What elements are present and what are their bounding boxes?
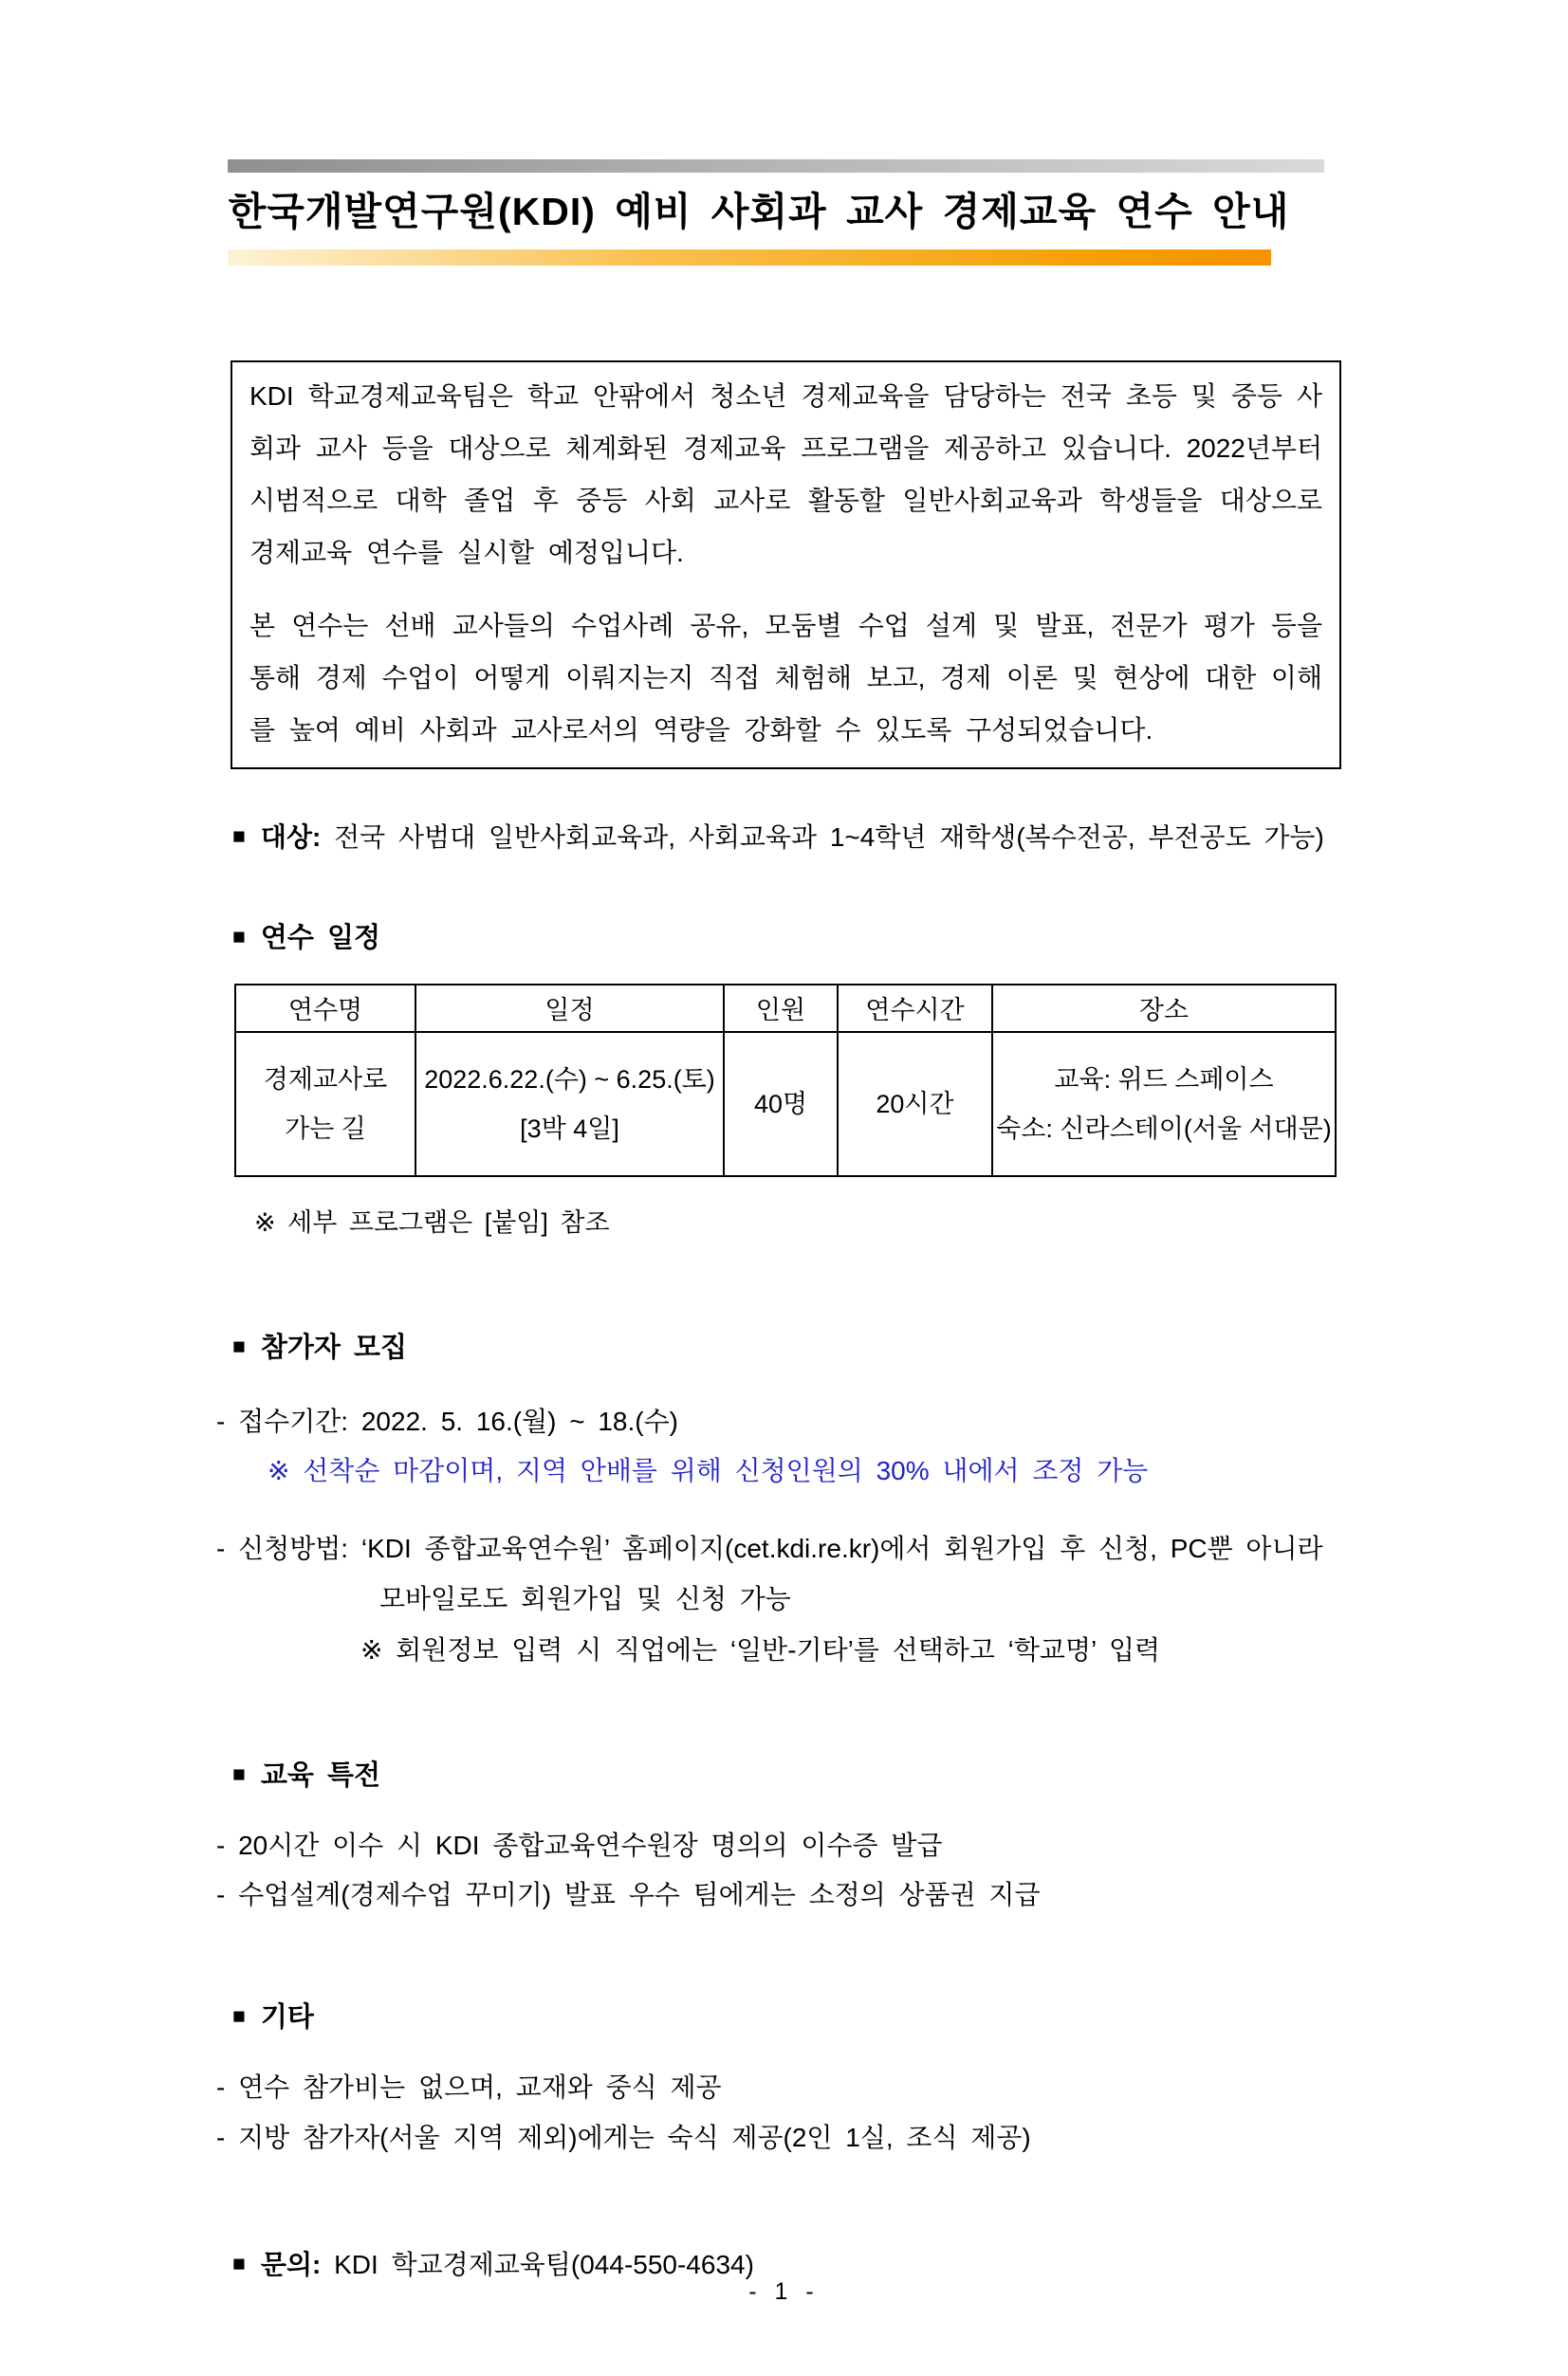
header-orange-bar [228, 249, 1271, 266]
cell-place [992, 1032, 1336, 1176]
etc-heading [232, 1996, 1568, 2035]
col-header-hours: 연수시간 [838, 985, 992, 1032]
square-bullet-icon: ■ [232, 1333, 246, 1358]
page-number: - 1 - [748, 2278, 820, 2305]
cell-hours: 20시간 [838, 1032, 992, 1176]
date-line2: [3박 4일] [520, 1114, 619, 1143]
benefits-heading [232, 1754, 1568, 1793]
header-gray-bar [228, 159, 1324, 173]
recruit-heading [232, 1326, 1568, 1365]
recruit-method-line2: 모바일로도 회원가입 및 신청 가능 [379, 1583, 791, 1613]
col-header-place: 장소 [992, 985, 1336, 1032]
intro-box [231, 360, 1341, 769]
place-line1: 교육: 위드 스페이스 [1054, 1064, 1274, 1094]
benefit-item: - 20시간 이수 시 KDI 종합교육연수원장 명의의 이수증 발급 [216, 1830, 943, 1860]
etc-heading-label: 기타 [260, 2002, 314, 2034]
schedule-table-header-row [235, 985, 1336, 1032]
target-text: 전국 사범대 일반사회교육과, 사회교육과 1~4학년 재학생(복수전공, 부전공도 가능) [334, 822, 1324, 853]
schedule-note: ※ 세부 프로그램은 [붙임] 참조 [254, 1207, 610, 1237]
intro-paragraph-2: 본 연수는 선배 교사들의 수업사례 공유, 모둠별 수업 설계 및 발표, 전문가 평가 등을 통해 경제 수업이 어떻게 이뤄지는지 직접 체험해 보고, 경제 이론 및 현상에 대한 이해를 높여 예비 사회과 교사로서의 역량을 강화할 수 있도록 구성되었습니다. [249, 611, 1322, 746]
place-line2: 숙소: 신라스테이(서울 서대문) [996, 1114, 1332, 1143]
square-bullet-icon: ■ [232, 2003, 246, 2029]
col-header-course: 연수명 [235, 985, 415, 1032]
recruit-period-note: ※ 선착순 마감이며, 지역 안배를 위해 신청인원의 30% 내에서 조정 가능 [267, 1456, 1149, 1486]
cell-capacity: 40명 [724, 1032, 838, 1176]
target-label: 대상: [260, 822, 322, 853]
square-bullet-icon: ■ [232, 1760, 246, 1786]
contact-text: KDI 학교경제교육팀(044-550-4634) [334, 2250, 754, 2280]
square-bullet-icon: ■ [232, 2251, 246, 2276]
target-line [232, 820, 1568, 855]
schedule-table-row [235, 1032, 1336, 1176]
recruit-heading-label: 참가자 모집 [260, 1332, 408, 1363]
course-name-line2: 가는 길 [285, 1114, 366, 1143]
cell-course-name [235, 1032, 415, 1176]
square-bullet-icon: ■ [232, 823, 246, 849]
col-header-capacity: 인원 [724, 985, 838, 1032]
schedule-heading-label: 연수 일정 [260, 922, 381, 953]
recruit-method-line1: - 신청방법: ‘KDI 종합교육연수원’ 홈페이지(cet.kdi.re.kr)에서 회원가입 후 신청, PC뿐 아니라 [216, 1534, 1323, 1564]
schedule-table [234, 984, 1337, 1177]
square-bullet-icon: ■ [232, 923, 246, 949]
schedule-heading [232, 916, 1568, 955]
contact-label: 문의: [260, 2250, 322, 2280]
document-page [0, 159, 1568, 2376]
recruit-period: - 접수기간: 2022. 5. 16.(월) ~ 18.(수) [216, 1406, 678, 1436]
page-title: 한국개발연구원(KDI) 예비 사회과 교사 경제교육 연수 안내 [228, 190, 1290, 233]
etc-item: - 연수 참가비는 없으며, 교재와 중식 제공 [216, 2072, 722, 2103]
benefit-item: - 수업설계(경제수업 꾸미기) 발표 우수 팀에게는 소정의 상품권 지급 [216, 1879, 1041, 1909]
course-name-line1: 경제교사로 [263, 1064, 388, 1094]
date-line1: 2022.6.22.(수) ~ 6.25.(토) [424, 1064, 715, 1094]
cell-date [415, 1032, 724, 1176]
intro-paragraph-1: KDI 학교경제교육팀은 학교 안팎에서 청소년 경제교육을 담당하는 전국 초등 및 중등 사회과 교사 등을 대상으로 체계화된 경제교육 프로그램을 제공하고 있습니다. 2022년부터 시범적으로 대학 졸업 후 중등 사회 교사로 활동할 일반사회교육과 학생들을 대상으로 경제교육 연수를 실시할 예정입니다. [249, 381, 1322, 568]
recruit-method-note: ※ 회원정보 입력 시 직업에는 ‘일반-기타’를 선택하고 ‘학교명’ 입력 [360, 1635, 1161, 1666]
etc-item: - 지방 참가자(서울 지역 제외)에게는 숙식 제공(2인 1실, 조식 제공) [216, 2122, 1031, 2152]
benefits-heading-label: 교육 특전 [260, 1759, 381, 1791]
col-header-date: 일정 [415, 985, 724, 1032]
